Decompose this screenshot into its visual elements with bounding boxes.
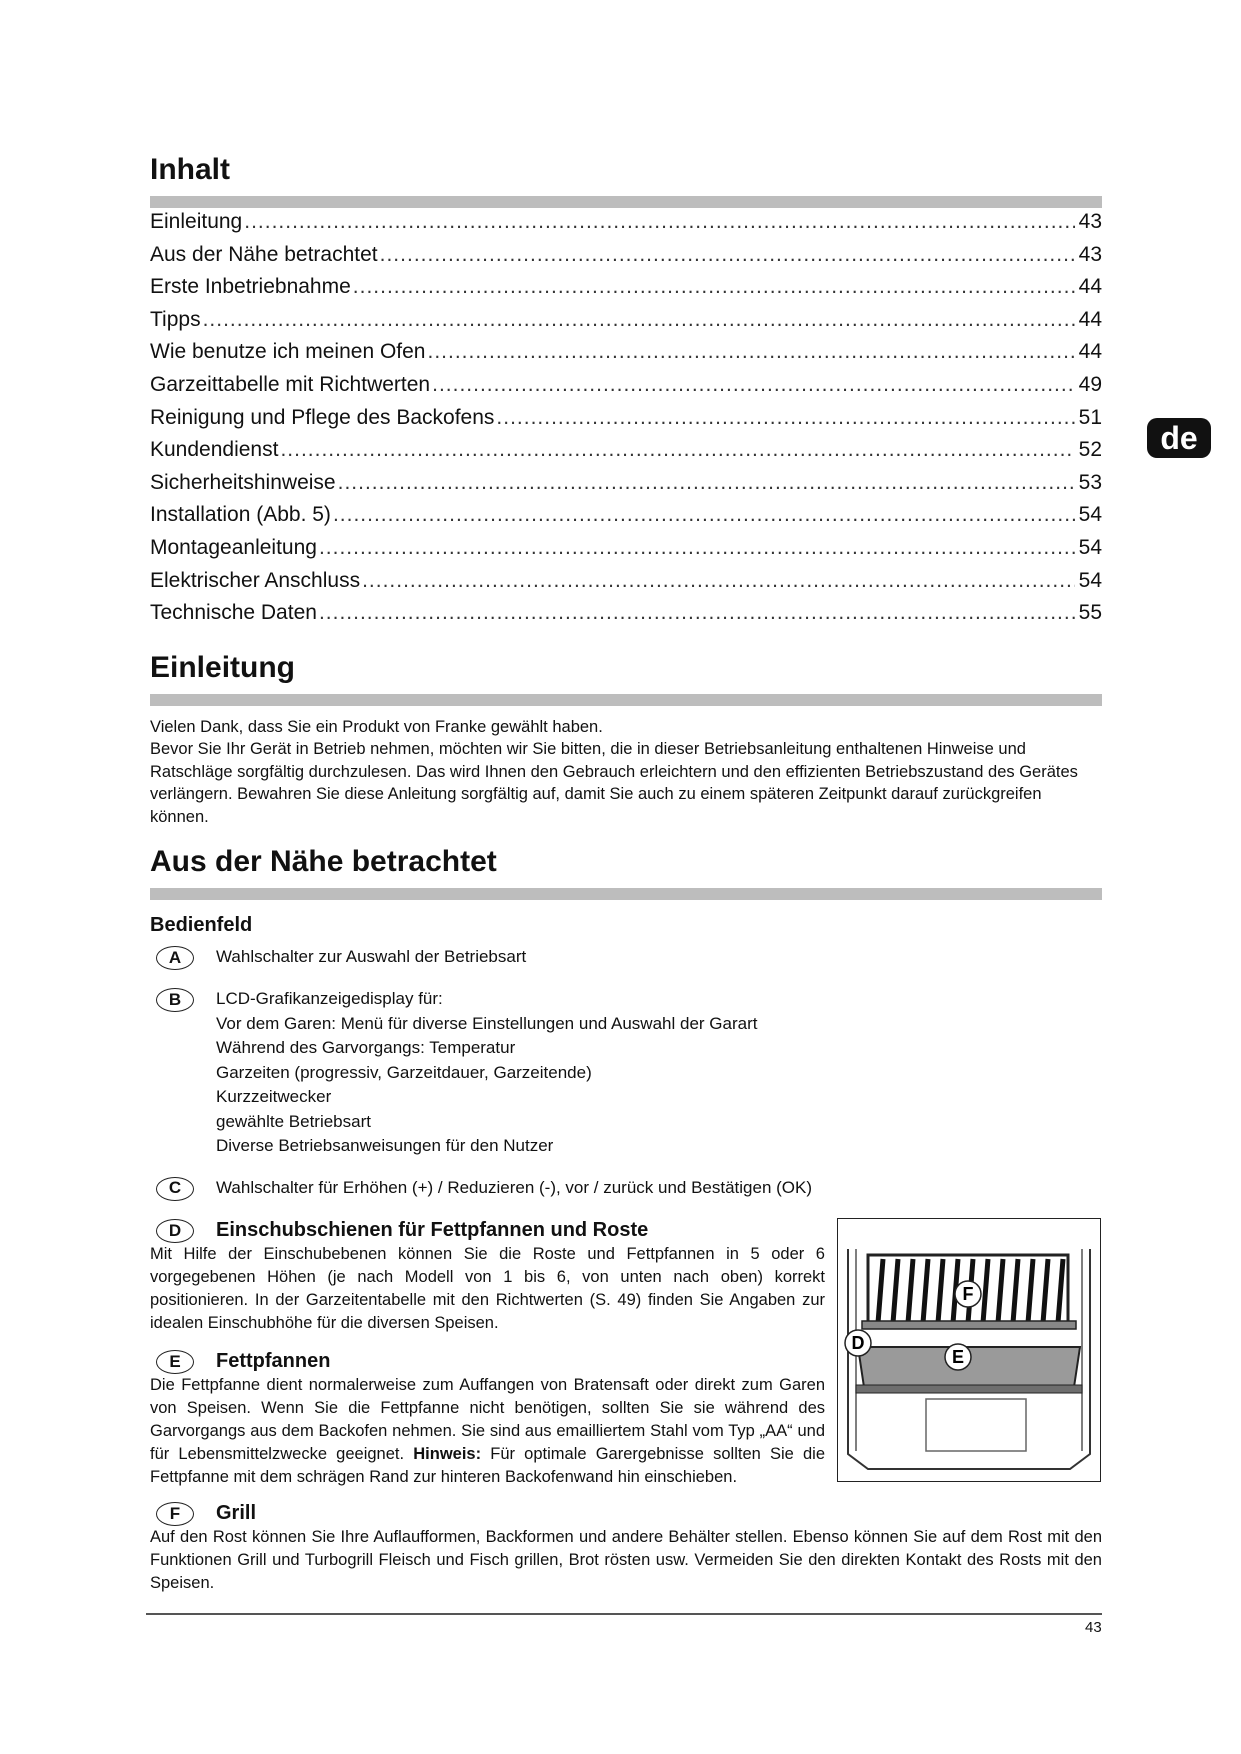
control-line: Garzeiten (progressiv, Garzeitdauer, Garzeitende) xyxy=(216,1062,592,1082)
accessories-section xyxy=(150,1218,1102,1489)
toc-entry-page: 53 xyxy=(1078,470,1102,494)
control-item xyxy=(150,987,1102,1159)
toc-entry-page: 43 xyxy=(1078,242,1102,266)
toc-entry-title: Einleitung xyxy=(150,210,243,233)
control-badge: A xyxy=(156,946,194,970)
toc-entry[interactable] xyxy=(150,406,1102,439)
toc-entry-page: 54 xyxy=(1078,568,1102,592)
control-badge: B xyxy=(156,988,194,1012)
toc-entry[interactable] xyxy=(150,536,1102,569)
grill-section xyxy=(150,1501,1102,1595)
pan-title: Fettpfannen xyxy=(216,1349,331,1372)
toc-entry-page: 43 xyxy=(1078,210,1102,233)
pan-hint-label: Hinweis: xyxy=(413,1444,482,1463)
pan-badge: E xyxy=(156,1350,194,1374)
control-line: Während des Garvorgangs: Temperatur xyxy=(216,1038,516,1058)
grill-heading xyxy=(150,1501,1102,1526)
pan-text xyxy=(150,1374,825,1489)
control-item xyxy=(150,945,1102,970)
pan-text-before: Die Fettpfanne dient normalerweise zum Auffangen von Bratensaft oder direkt zum Garen von Speisen. Wenn Sie die Fettpfanne nicht benötigen, sollten Sie sie während des Garvorgangs aus dem Backofen nehmen. Sie sind aus emailliertem Stahl vom Typ „AA“ und für Lebensmittelzwecke geeignet. xyxy=(150,1375,825,1463)
pan-heading xyxy=(150,1349,825,1374)
toc-entry-title: Tipps xyxy=(150,307,201,331)
control-line: gewählte Betriebsart xyxy=(216,1111,371,1131)
toc-leader-dots xyxy=(280,438,1074,462)
closeup-heading: Aus der Nähe betrachtet xyxy=(150,845,497,879)
toc-entry-title: Montageanleitung xyxy=(150,535,317,559)
toc-entry-page: 44 xyxy=(1078,275,1102,299)
control-item xyxy=(150,1176,1102,1201)
toc-leader-dots xyxy=(427,340,1074,364)
toc-entry[interactable] xyxy=(150,471,1102,504)
pan-text-after: Für optimale Garergebnisse sollten Sie die Fettpfanne mit dem schrägen Rand zur hinteren Backofenwand hin einschieben. xyxy=(150,1444,825,1486)
oven-figure xyxy=(837,1218,1101,1482)
intro-heading: Einleitung xyxy=(150,650,295,684)
toc-entry-page: 55 xyxy=(1078,601,1102,625)
toc-entry-page: 49 xyxy=(1078,372,1102,396)
toc-leader-dots xyxy=(203,308,1075,332)
toc-entry[interactable] xyxy=(150,243,1102,276)
grill-badge: F xyxy=(156,1502,194,1526)
intro-line-1: Vielen Dank, dass Sie ein Produkt von Franke gewählt haben. xyxy=(150,717,603,736)
toc-entry-title: Kundendienst xyxy=(150,438,279,462)
toc-entry-title: Reinigung und Pflege des Backofens xyxy=(150,405,495,429)
toc-leader-dots xyxy=(362,569,1075,593)
toc-entry-page: 52 xyxy=(1078,438,1102,462)
toc-entry[interactable] xyxy=(150,373,1102,406)
language-tag: de xyxy=(1147,418,1211,458)
control-list xyxy=(150,945,1102,1201)
toc-entry[interactable] xyxy=(150,275,1102,308)
control-line: Diverse Betriebsanweisungen für den Nutzer xyxy=(216,1136,554,1156)
rails-badge: D xyxy=(156,1219,194,1243)
toc-leader-dots xyxy=(353,275,1075,299)
figure-label-f: F xyxy=(962,1283,974,1304)
toc-leader-dots xyxy=(432,373,1075,397)
toc-entry-title: Installation (Abb. 5) xyxy=(150,503,331,527)
grill-text: Auf den Rost können Sie Ihre Auflaufformen, Backformen und andere Behälter stellen. Ebenso können Sie auf dem Rost mit den Funktionen Grill und Turbogrill Fleisch und Fisch grillen, Brot rösten usw. Vermeiden Sie den direkten Kontakt des Rosts mit den Speisen. xyxy=(150,1527,1102,1592)
toc-entry-title: Garzeittabelle mit Richtwerten xyxy=(150,372,431,396)
toc-entry-title: Wie benutze ich meinen Ofen xyxy=(150,340,426,364)
control-line: Wahlschalter zur Auswahl der Betriebsart xyxy=(216,947,527,967)
toc-leader-dots xyxy=(333,503,1075,527)
rails-text: Mit Hilfe der Einschubebenen können Sie die Roste und Fettpfannen in 5 oder 6 vorgegebenen Höhen (je nach Modell von 1 bis 6, von unten nach oben) korrekt positionieren. In der Garzeitentabelle mit den Richtwerten (S. 49) finden Sie Angaben zur idealen Einschubhöhe für die diversen Speisen. xyxy=(150,1244,825,1332)
control-line: Wahlschalter für Erhöhen (+) / Reduzieren (-), vor / zurück und Bestätigen (OK) xyxy=(216,1177,813,1197)
toc-leader-dots xyxy=(244,210,1074,234)
toc-leader-dots xyxy=(338,471,1075,495)
toc-leader-dots xyxy=(319,536,1075,560)
page-number: 43 xyxy=(1085,1619,1102,1636)
table-of-contents xyxy=(150,210,1102,634)
intro-text xyxy=(150,716,1102,829)
control-line: LCD-Grafikanzeigedisplay für: xyxy=(216,989,443,1009)
intro-rule xyxy=(150,694,1102,706)
toc-entry-page: 54 xyxy=(1078,535,1102,559)
toc-entry[interactable] xyxy=(150,601,1102,634)
toc-entry[interactable] xyxy=(150,340,1102,373)
toc-entry-title: Erste Inbetriebnahme xyxy=(150,275,351,299)
closeup-rule xyxy=(150,888,1102,900)
toc-entry-page: 44 xyxy=(1078,340,1102,364)
toc-entry-page: 44 xyxy=(1078,307,1102,331)
toc-heading: Inhalt xyxy=(150,153,230,186)
toc-entry[interactable] xyxy=(150,503,1102,536)
control-line: Kurzzeitwecker xyxy=(216,1087,332,1107)
oven-illustration xyxy=(838,1219,1100,1481)
toc-leader-dots xyxy=(319,601,1075,625)
control-badge: C xyxy=(156,1177,194,1201)
toc-entry[interactable] xyxy=(150,210,1102,243)
toc-rule xyxy=(150,196,1102,208)
panel-heading: Bedienfeld xyxy=(150,914,253,937)
control-line: Vor dem Garen: Menü für diverse Einstellungen und Auswahl der Garart xyxy=(216,1013,758,1033)
rails-title: Einschubschienen für Fettpfannen und Roste xyxy=(216,1218,649,1241)
toc-entry-title: Sicherheitshinweise xyxy=(150,470,336,494)
toc-entry[interactable] xyxy=(150,438,1102,471)
figure-label-e: E xyxy=(951,1346,965,1367)
toc-entry-title: Aus der Nähe betrachtet xyxy=(150,242,378,266)
toc-leader-dots xyxy=(380,243,1075,267)
toc-entry-page: 51 xyxy=(1078,405,1102,429)
toc-entry-title: Elektrischer Anschluss xyxy=(150,568,361,592)
footer-rule xyxy=(146,1613,1102,1615)
grill-title: Grill xyxy=(216,1501,257,1524)
toc-leader-dots xyxy=(496,406,1074,430)
toc-entry[interactable] xyxy=(150,569,1102,602)
intro-line-2: Bevor Sie Ihr Gerät in Betrieb nehmen, möchten wir Sie bitten, die in dieser Betriebsanleitung enthaltenen Hinweise und Ratschläge sorgfältig durchzulesen. Das wird Ihnen den Gebrauch erleichtern und den effizienten Betriebszustand des Gerätes verlängern. Bewahren Sie diese Anleitung sorgfältig auf, damit Sie auch zu einem späteren Zeitpunkt darauf zurückgreifen können. xyxy=(150,740,1078,826)
toc-entry-page: 54 xyxy=(1078,503,1102,527)
page-content xyxy=(150,150,1102,1595)
figure-label-d: D xyxy=(851,1332,865,1353)
rails-heading xyxy=(150,1218,825,1243)
toc-entry-title: Technische Daten xyxy=(150,601,317,625)
toc-entry[interactable] xyxy=(150,308,1102,341)
